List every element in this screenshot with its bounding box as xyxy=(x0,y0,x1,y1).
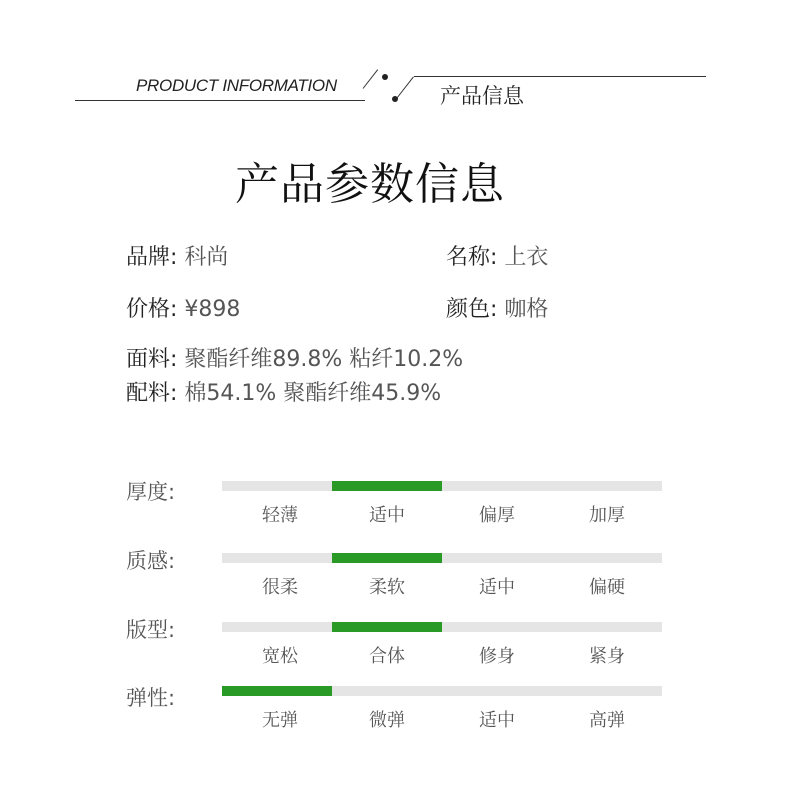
scale-elasticity-label: 弹性: xyxy=(126,686,176,710)
header-dot-top xyxy=(382,74,388,80)
scale-elasticity-option: 适中 xyxy=(479,710,515,731)
header-chinese-title: 产品信息 xyxy=(440,84,524,108)
spec-name-key: 名称: xyxy=(446,245,498,270)
scale-fit-option: 宽松 xyxy=(262,646,298,667)
spec-price xyxy=(126,292,240,323)
scale-thickness-option: 偏厚 xyxy=(479,505,515,526)
scale-elasticity-option: 微弹 xyxy=(369,710,405,731)
scale-texture-option: 很柔 xyxy=(262,577,298,598)
spec-fabric xyxy=(126,342,463,373)
scale-elasticity-option: 高弹 xyxy=(589,710,625,731)
scale-texture-track xyxy=(222,553,662,563)
scale-fit-option: 合体 xyxy=(369,646,405,667)
scale-texture-option: 适中 xyxy=(479,577,515,598)
scale-elasticity-option: 无弹 xyxy=(262,710,298,731)
spec-color-value: 咖格 xyxy=(504,297,549,322)
scale-elasticity-track xyxy=(222,686,662,696)
scale-thickness-label: 厚度: xyxy=(126,480,176,504)
spec-price-key: 价格: xyxy=(126,297,178,322)
scale-texture-label: 质感: xyxy=(126,549,176,573)
scale-fit-option: 修身 xyxy=(479,646,515,667)
spec-name xyxy=(446,240,548,271)
scale-elasticity-indicator xyxy=(222,686,332,696)
spec-lining xyxy=(126,376,441,407)
scale-fit-indicator xyxy=(332,622,442,632)
scale-fit-option: 紧身 xyxy=(589,646,625,667)
spec-brand-value: 科尚 xyxy=(184,245,229,270)
scale-thickness-indicator xyxy=(332,481,442,491)
scale-texture-option: 偏硬 xyxy=(589,577,625,598)
spec-color-key: 颜色: xyxy=(446,297,498,322)
spec-lining-value: 棉54.1% 聚酯纤维45.9% xyxy=(184,381,442,406)
scale-thickness-option: 轻薄 xyxy=(262,505,298,526)
header-left-line xyxy=(75,100,365,101)
spec-lining-key: 配料: xyxy=(126,381,178,406)
page-title: 产品参数信息 xyxy=(235,159,505,210)
scale-texture-indicator xyxy=(332,553,442,563)
spec-fabric-value: 聚酯纤维89.8% 粘纤10.2% xyxy=(184,347,464,372)
scale-texture-option: 柔软 xyxy=(369,577,405,598)
spec-price-value: ¥898 xyxy=(184,297,241,322)
spec-brand xyxy=(126,240,228,271)
spec-fabric-key: 面料: xyxy=(126,347,178,372)
scale-fit-track xyxy=(222,622,662,632)
spec-brand-key: 品牌: xyxy=(126,245,178,270)
header-english-title: PRODUCT INFORMATION xyxy=(136,76,337,95)
header-dot-bottom xyxy=(392,96,398,102)
scale-thickness-option: 加厚 xyxy=(589,505,625,526)
header-left-slash xyxy=(363,69,379,89)
spec-color xyxy=(446,292,548,323)
scale-thickness-option: 适中 xyxy=(369,505,405,526)
scale-thickness-track xyxy=(222,481,662,491)
spec-name-value: 上衣 xyxy=(504,245,549,270)
header-right-line xyxy=(414,76,706,77)
scale-fit-label: 版型: xyxy=(126,618,176,642)
